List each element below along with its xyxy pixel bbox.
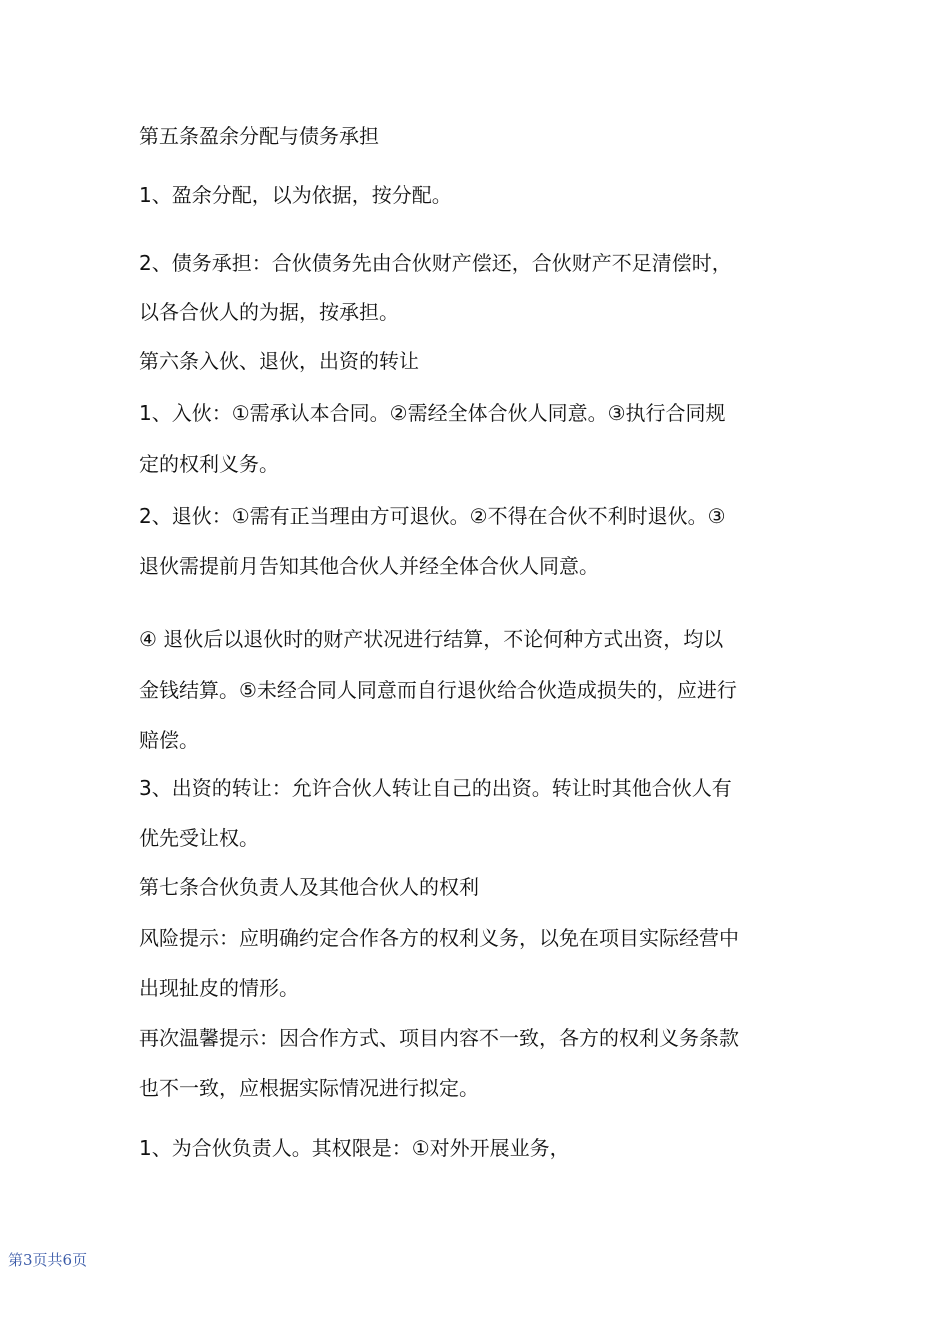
paragraph-line: 退伙需提前月告知其他合伙人并经全体合伙人同意。 [139, 554, 599, 578]
section-heading-5: 第五条盈余分配与债务承担 [139, 124, 379, 148]
paragraph-line: 1、为合伙负责人。其权限是：①对外开展业务， [139, 1136, 570, 1160]
paragraph-line: ④ 退伙后以退伙时的财产状况进行结算，不论何种方式出资，均以 [139, 627, 724, 651]
reminder-line: 也不一致，应根据实际情况进行拟定。 [139, 1076, 479, 1100]
section-heading-6: 第六条入伙、退伙，出资的转让 [139, 349, 419, 373]
paragraph-line: 以各合伙人的为据，按承担。 [139, 300, 399, 324]
paragraph-line: 定的权利义务。 [139, 452, 279, 476]
risk-notice-line: 风险提示：应明确约定合作各方的权利义务，以免在项目实际经营中 [139, 926, 739, 950]
section-heading-7: 第七条合伙负责人及其他合伙人的权利 [139, 875, 479, 899]
paragraph-line: 金钱结算。⑤未经合同人同意而自行退伙给合伙造成损失的，应进行 [139, 678, 737, 702]
page-number-footer: 第3页共6页 [8, 1251, 88, 1269]
paragraph-line: 赔偿。 [139, 728, 199, 752]
paragraph-line: 3、出资的转让：允许合伙人转让自己的出资。转让时其他合伙人有 [139, 776, 732, 800]
paragraph-line: 1、入伙：①需承认本合同。②需经全体合伙人同意。③执行合同规 [139, 401, 726, 425]
reminder-line: 再次温馨提示：因合作方式、项目内容不一致，各方的权利义务条款 [139, 1026, 739, 1050]
risk-notice-line: 出现扯皮的情形。 [139, 976, 299, 1000]
paragraph-line: 1、盈余分配，以为依据，按分配。 [139, 183, 452, 207]
paragraph-line: 2、债务承担：合伙债务先由合伙财产偿还，合伙财产不足清偿时， [139, 251, 732, 275]
paragraph-line: 优先受让权。 [139, 826, 259, 850]
paragraph-line: 2、退伙：①需有正当理由方可退伙。②不得在合伙不利时退伙。③ [139, 504, 726, 528]
